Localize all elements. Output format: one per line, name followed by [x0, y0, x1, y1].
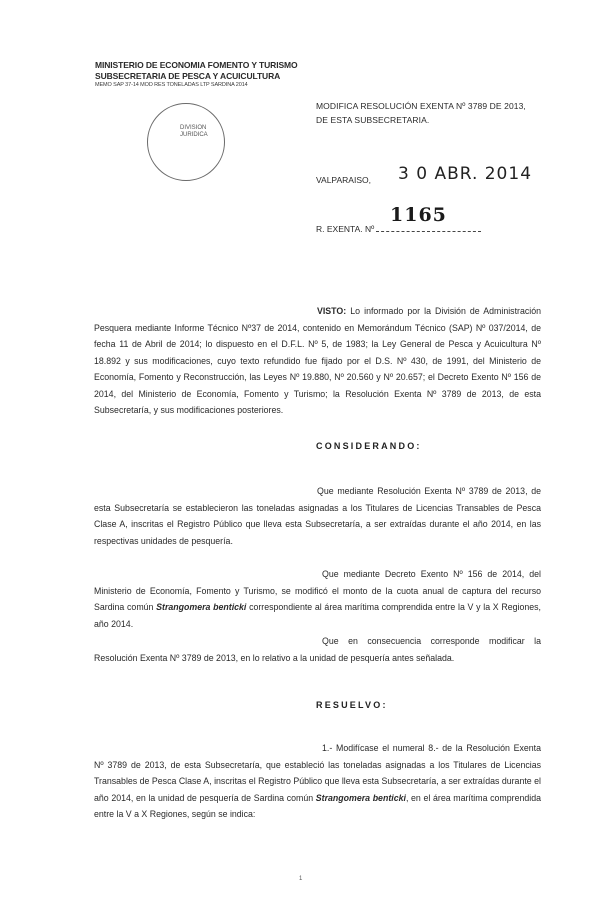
resolution-number-line: [376, 223, 481, 232]
resuelvo-text-1b: , en el área marítima comprendida entre la V a X Regiones, según se indica:: [94, 792, 541, 819]
visto-paragraph: [94, 303, 541, 419]
considerando-heading: CONSIDERANDO:: [316, 441, 422, 451]
species-name: Strangomera benticki: [315, 792, 406, 803]
seal-text: [180, 125, 220, 139]
visto-label: VISTO:: [317, 306, 347, 316]
considerando-text-1: Que mediante Resolución Exenta Nº 3789 de 2013, de esta Subsecretaría se establecieron las toneladas asignadas a los Titulares de Licencias Transables de Pesca Clase A, inscritas el Registro Público que lleva esta Subsecretaría, a ser extraídas durante el año 2014, en las respectivas unidades de pesquería.: [94, 486, 541, 546]
resolution-label: R. EXENTA. Nº: [316, 224, 375, 234]
place-label: VALPARAISO,: [316, 175, 371, 185]
memo-reference: MEMO SAP 37-14 MOD RES TONELADAS LTP SARDINA 2014: [95, 82, 248, 89]
subject-line-2: DE ESTA SUBSECRETARIA.: [316, 114, 430, 125]
seal-line-2: JURIDICA: [180, 132, 208, 139]
subject-line-1: MODIFICA RESOLUCIÓN EXENTA Nº 3789 DE 2013,: [316, 101, 526, 111]
resolution-label-row: [316, 223, 481, 234]
considerando-paragraph-1: [94, 483, 541, 549]
subsecretaria-name: SUBSECRETARIA DE PESCA Y ACUICULTURA: [95, 71, 281, 82]
date-stamp: 3 0 ABR. 2014: [398, 164, 533, 184]
species-name: Strangomera benticki: [156, 602, 247, 612]
document-subject: [316, 100, 526, 127]
resuelvo-paragraph-1: [94, 740, 541, 823]
considerando-text-3: Que en consecuencia corresponde modificar la Resolución Exenta Nº 3789 de 2013, en lo relativo a la unidad de pesquería antes señalada.: [94, 636, 541, 663]
resuelvo-text-1a: 1.- Modifícase el numeral 8.- de la Resolución Exenta Nº 3789 de 2013, de esta Subsecretaría, que estableció las toneladas asignadas a los Titulares de Licencias Transables de Pesca Clase A, inscritas el Registro Público que lleva esta Subsecretaría, a ser extraídas durante el año 2014, en la unidad de pesquería de Sardina común: [94, 743, 541, 803]
official-seal: [147, 103, 225, 181]
letterhead: [95, 60, 298, 89]
visto-text: Lo informado por la División de Administración Pesquera mediante Informe Técnico Nº37 de 2014, contenido en Memorándum Técnico (SAP) Nº 037/2014, de fecha 11 de Abril de 2014; lo dispuesto en el D.F.L. Nº 5, de 1983; la Ley General de Pesca y Acuicultura Nº 18.892 y sus modificaciones, cuyo texto refundido fue fijado por el D.S. Nº 430, de 1991, del Ministerio de Economía, Fomento y Reconstrucción, las Leyes Nº 19.880, Nº 20.560 y Nº 20.657; el Decreto Exento Nº 156 de 2014, del Ministerio de Economía, Fomento y Turismo; la Resolución Exenta Nº 3789 de 2013, de esta Subsecretaría, y sus modificaciones posteriores.: [94, 306, 541, 415]
considerando-paragraph-3: [94, 633, 541, 666]
considerando-text-2a: Que mediante Decreto Exento Nº 156 de 2014, del Ministerio de Economía, Fomento y Turismo, se modificó el monto de la cuota anual de captura del recurso Sardina común: [94, 569, 541, 612]
resolution-number: 1165: [390, 204, 447, 226]
considerando-text-2b: correspondiente al área marítima comprendida entre la V y la X Regiones, año 2014.: [94, 602, 541, 629]
ministry-name: MINISTERIO DE ECONOMIA FOMENTO Y TURISMO: [95, 60, 298, 70]
page-mark: 1: [299, 876, 303, 882]
considerando-paragraph-2: [94, 566, 541, 632]
seal-line-1: DIVISION: [180, 125, 207, 131]
resuelvo-heading: RESUELVO:: [316, 700, 388, 710]
